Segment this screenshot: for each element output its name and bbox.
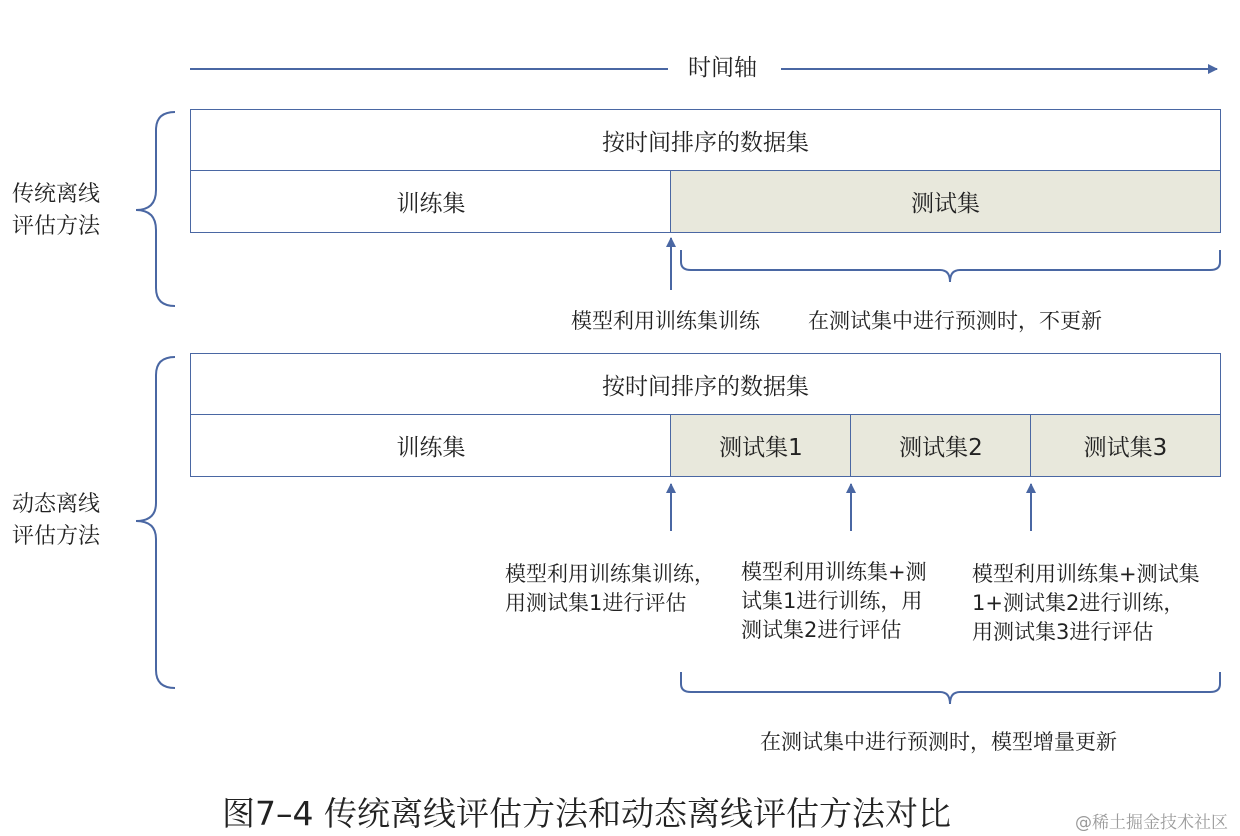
dynamic-note-1: 模型利用训练集训练， 用测试集1进行评估 [505,562,715,615]
dynamic-test-set-3: 测试集3 [1030,414,1221,477]
dynamic-note-2: 模型利用训练集+测 试集1进行训练，用 测试集2进行评估 [741,560,927,642]
traditional-train-set: 训练集 [190,170,672,233]
time-axis-label: 时间轴 [688,55,757,81]
traditional-train-note: 模型利用训练集训练 [571,309,760,333]
traditional-dataset-bar: 按时间排序的数据集 [190,109,1221,172]
traditional-test-set: 测试集 [670,170,1221,233]
dynamic-test-set-2: 测试集2 [850,414,1032,477]
dynamic-method-label-line2: 评估方法 [12,524,101,549]
dynamic-method-label-line1: 动态离线 [12,492,101,517]
dynamic-test-brace [681,672,1220,704]
traditional-method-label-line1: 传统离线 [12,182,101,207]
dynamic-train-set: 训练集 [190,414,672,477]
dynamic-bottom-note: 在测试集中进行预测时，模型增量更新 [760,730,1117,754]
figure-caption: 图7–4 传统离线评估方法和动态离线评估方法对比 [222,794,951,833]
traditional-test-note: 在测试集中进行预测时，不更新 [808,309,1102,333]
dynamic-left-brace [136,357,175,688]
traditional-test-brace [681,250,1220,282]
watermark: @稀土掘金技术社区 [1075,813,1228,833]
dynamic-dataset-bar: 按时间排序的数据集 [190,353,1221,416]
dynamic-test-set-1: 测试集1 [670,414,852,477]
traditional-method-label-line2: 评估方法 [12,214,101,239]
dynamic-note-3: 模型利用训练集+测试集 1+测试集2进行训练， 用测试集3进行评估 [972,562,1200,644]
traditional-left-brace [136,112,175,306]
